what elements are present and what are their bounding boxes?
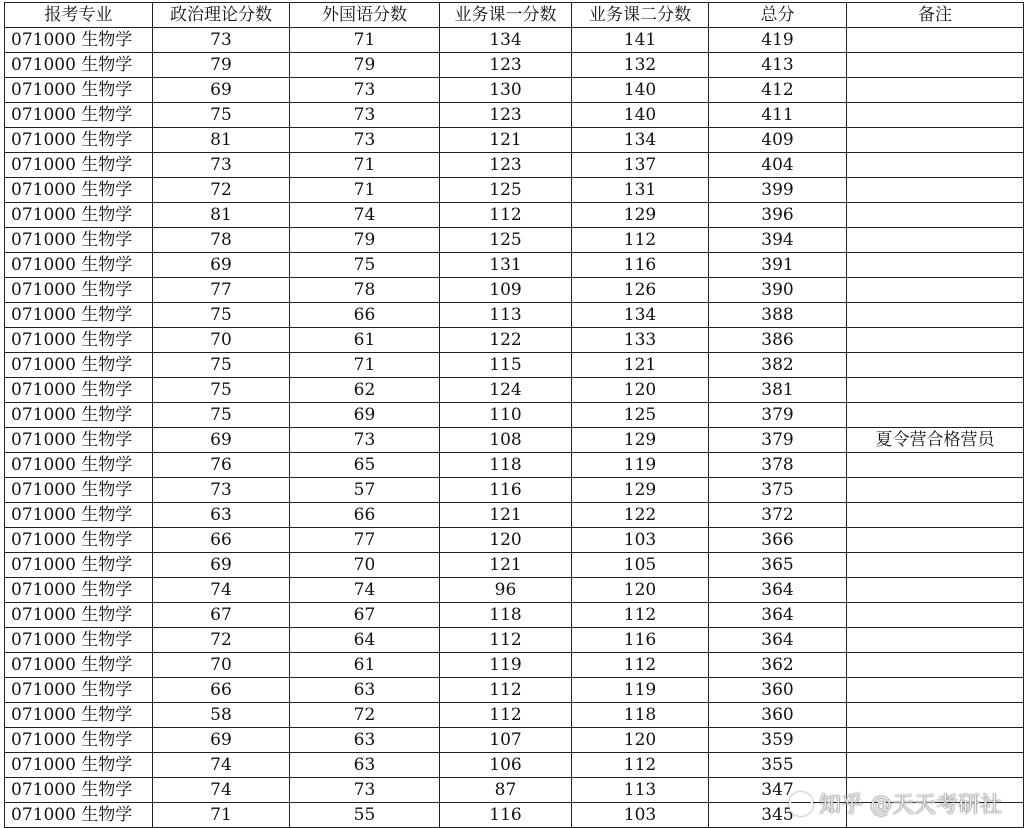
cell-foreign-language: 72 (290, 703, 440, 728)
cell-remarks (847, 103, 1024, 128)
cell-politics: 73 (153, 28, 290, 53)
cell-course-2: 121 (572, 353, 709, 378)
cell-course-2: 133 (572, 328, 709, 353)
cell-politics: 76 (153, 453, 290, 478)
cell-course-2: 119 (572, 678, 709, 703)
cell-major: 071000 生物学 (5, 703, 153, 728)
cell-politics: 81 (153, 128, 290, 153)
cell-course-1: 120 (440, 528, 572, 553)
cell-major: 071000 生物学 (5, 453, 153, 478)
cell-course-2: 132 (572, 53, 709, 78)
header-politics: 政治理论分数 (153, 3, 290, 28)
cell-politics: 72 (153, 178, 290, 203)
cell-total: 404 (709, 153, 847, 178)
cell-major: 071000 生物学 (5, 403, 153, 428)
cell-foreign-language: 57 (290, 478, 440, 503)
cell-remarks (847, 478, 1024, 503)
cell-major: 071000 生物学 (5, 578, 153, 603)
cell-foreign-language: 77 (290, 528, 440, 553)
cell-politics: 75 (153, 403, 290, 428)
cell-foreign-language: 78 (290, 278, 440, 303)
cell-politics: 67 (153, 603, 290, 628)
cell-course-2: 131 (572, 178, 709, 203)
cell-course-2: 126 (572, 278, 709, 303)
table-row (5, 203, 1024, 228)
cell-major: 071000 生物学 (5, 203, 153, 228)
cell-major: 071000 生物学 (5, 28, 153, 53)
cell-total: 386 (709, 328, 847, 353)
cell-foreign-language: 66 (290, 503, 440, 528)
cell-foreign-language: 62 (290, 378, 440, 403)
cell-course-1: 118 (440, 603, 572, 628)
cell-foreign-language: 73 (290, 103, 440, 128)
cell-course-2: 112 (572, 753, 709, 778)
cell-politics: 63 (153, 503, 290, 528)
cell-remarks (847, 53, 1024, 78)
cell-politics: 79 (153, 53, 290, 78)
cell-course-1: 123 (440, 53, 572, 78)
cell-major: 071000 生物学 (5, 503, 153, 528)
cell-course-2: 120 (572, 728, 709, 753)
cell-course-2: 103 (572, 528, 709, 553)
table-row (5, 653, 1024, 678)
cell-foreign-language: 55 (290, 803, 440, 828)
cell-remarks (847, 553, 1024, 578)
cell-total: 364 (709, 578, 847, 603)
cell-course-2: 112 (572, 603, 709, 628)
cell-major: 071000 生物学 (5, 178, 153, 203)
cell-politics: 75 (153, 353, 290, 378)
cell-course-1: 108 (440, 428, 572, 453)
cell-total: 379 (709, 428, 847, 453)
cell-foreign-language: 71 (290, 353, 440, 378)
cell-course-2: 120 (572, 578, 709, 603)
header-remarks: 备注 (847, 3, 1024, 28)
table-row (5, 678, 1024, 703)
cell-total: 382 (709, 353, 847, 378)
cell-course-1: 112 (440, 703, 572, 728)
cell-remarks (847, 403, 1024, 428)
cell-politics: 69 (153, 553, 290, 578)
cell-remarks (847, 728, 1024, 753)
table-row (5, 528, 1024, 553)
table-row (5, 603, 1024, 628)
cell-politics: 73 (153, 153, 290, 178)
cell-remarks (847, 628, 1024, 653)
cell-major: 071000 生物学 (5, 478, 153, 503)
cell-course-1: 112 (440, 678, 572, 703)
cell-total: 399 (709, 178, 847, 203)
cell-foreign-language: 74 (290, 578, 440, 603)
cell-course-2: 122 (572, 503, 709, 528)
cell-politics: 70 (153, 328, 290, 353)
cell-remarks (847, 153, 1024, 178)
cell-foreign-language: 61 (290, 328, 440, 353)
cell-course-1: 122 (440, 328, 572, 353)
cell-major: 071000 生物学 (5, 753, 153, 778)
cell-remarks (847, 303, 1024, 328)
cell-major: 071000 生物学 (5, 628, 153, 653)
cell-foreign-language: 65 (290, 453, 440, 478)
score-table (4, 2, 1024, 828)
cell-foreign-language: 79 (290, 53, 440, 78)
cell-course-1: 131 (440, 253, 572, 278)
cell-politics: 69 (153, 428, 290, 453)
cell-major: 071000 生物学 (5, 778, 153, 803)
cell-politics: 74 (153, 753, 290, 778)
cell-total: 372 (709, 503, 847, 528)
cell-remarks (847, 503, 1024, 528)
cell-politics: 70 (153, 653, 290, 678)
cell-total: 379 (709, 403, 847, 428)
cell-course-1: 130 (440, 78, 572, 103)
cell-course-1: 112 (440, 203, 572, 228)
cell-major: 071000 生物学 (5, 728, 153, 753)
cell-course-2: 116 (572, 628, 709, 653)
weibo-icon (789, 792, 813, 816)
cell-major: 071000 生物学 (5, 803, 153, 828)
cell-total: 391 (709, 253, 847, 278)
cell-course-2: 103 (572, 803, 709, 828)
header-row (5, 3, 1024, 28)
table-row (5, 453, 1024, 478)
cell-remarks (847, 178, 1024, 203)
cell-major: 071000 生物学 (5, 378, 153, 403)
cell-course-1: 113 (440, 303, 572, 328)
header-course-1: 业务课一分数 (440, 3, 572, 28)
cell-remarks (847, 353, 1024, 378)
cell-politics: 75 (153, 378, 290, 403)
cell-course-2: 140 (572, 78, 709, 103)
cell-total: 396 (709, 203, 847, 228)
cell-foreign-language: 73 (290, 128, 440, 153)
cell-course-1: 123 (440, 103, 572, 128)
header-course-2: 业务课二分数 (572, 3, 709, 28)
table-row (5, 153, 1024, 178)
cell-foreign-language: 70 (290, 553, 440, 578)
table-row (5, 128, 1024, 153)
cell-foreign-language: 71 (290, 178, 440, 203)
cell-total: 381 (709, 378, 847, 403)
cell-total: 375 (709, 478, 847, 503)
cell-remarks (847, 228, 1024, 253)
cell-course-2: 129 (572, 478, 709, 503)
cell-foreign-language: 69 (290, 403, 440, 428)
cell-course-2: 141 (572, 28, 709, 53)
table-row (5, 178, 1024, 203)
cell-total: 345 (709, 803, 847, 828)
cell-remarks (847, 653, 1024, 678)
header-major: 报考专业 (5, 3, 153, 28)
cell-foreign-language: 63 (290, 753, 440, 778)
cell-course-1: 118 (440, 453, 572, 478)
cell-course-2: 140 (572, 103, 709, 128)
table-row (5, 503, 1024, 528)
cell-major: 071000 生物学 (5, 303, 153, 328)
table-row (5, 278, 1024, 303)
cell-course-1: 116 (440, 803, 572, 828)
cell-politics: 74 (153, 778, 290, 803)
cell-foreign-language: 63 (290, 678, 440, 703)
cell-remarks (847, 253, 1024, 278)
cell-foreign-language: 75 (290, 253, 440, 278)
table-row (5, 53, 1024, 78)
cell-major: 071000 生物学 (5, 603, 153, 628)
cell-politics: 69 (153, 253, 290, 278)
cell-major: 071000 生物学 (5, 153, 153, 178)
cell-total: 394 (709, 228, 847, 253)
table-row (5, 303, 1024, 328)
cell-total: 365 (709, 553, 847, 578)
cell-total: 366 (709, 528, 847, 553)
cell-remarks (847, 28, 1024, 53)
watermark-text: 知乎 @天天考研社 (819, 793, 1002, 818)
table-row (5, 28, 1024, 53)
table-row (5, 753, 1024, 778)
watermark (789, 788, 1002, 819)
cell-remarks (847, 203, 1024, 228)
cell-politics: 66 (153, 528, 290, 553)
table-row (5, 353, 1024, 378)
cell-major: 071000 生物学 (5, 278, 153, 303)
cell-politics: 69 (153, 78, 290, 103)
cell-course-2: 129 (572, 428, 709, 453)
cell-foreign-language: 73 (290, 778, 440, 803)
table-row (5, 703, 1024, 728)
cell-course-2: 112 (572, 228, 709, 253)
cell-course-2: 113 (572, 778, 709, 803)
cell-course-1: 112 (440, 628, 572, 653)
cell-total: 409 (709, 128, 847, 153)
table-row (5, 403, 1024, 428)
cell-politics: 73 (153, 478, 290, 503)
table-row (5, 78, 1024, 103)
cell-course-2: 105 (572, 553, 709, 578)
cell-total: 419 (709, 28, 847, 53)
cell-course-2: 116 (572, 253, 709, 278)
cell-course-1: 125 (440, 228, 572, 253)
cell-total: 364 (709, 603, 847, 628)
cell-politics: 81 (153, 203, 290, 228)
cell-foreign-language: 66 (290, 303, 440, 328)
cell-remarks (847, 128, 1024, 153)
cell-course-1: 121 (440, 128, 572, 153)
cell-major: 071000 生物学 (5, 78, 153, 103)
cell-foreign-language: 73 (290, 78, 440, 103)
table-body (5, 28, 1024, 828)
table-row (5, 378, 1024, 403)
cell-politics: 69 (153, 728, 290, 753)
cell-remarks (847, 703, 1024, 728)
cell-foreign-language: 74 (290, 203, 440, 228)
cell-politics: 66 (153, 678, 290, 703)
cell-foreign-language: 73 (290, 428, 440, 453)
cell-course-1: 115 (440, 353, 572, 378)
cell-course-1: 106 (440, 753, 572, 778)
cell-politics: 71 (153, 803, 290, 828)
cell-major: 071000 生物学 (5, 53, 153, 78)
cell-foreign-language: 71 (290, 153, 440, 178)
table-row (5, 578, 1024, 603)
cell-course-2: 129 (572, 203, 709, 228)
cell-course-1: 124 (440, 378, 572, 403)
cell-politics: 75 (153, 303, 290, 328)
cell-total: 412 (709, 78, 847, 103)
cell-course-1: 109 (440, 278, 572, 303)
cell-course-2: 134 (572, 128, 709, 153)
cell-course-1: 119 (440, 653, 572, 678)
cell-total: 390 (709, 278, 847, 303)
cell-total: 359 (709, 728, 847, 753)
cell-remarks: 夏令营合格营员 (847, 428, 1024, 453)
cell-major: 071000 生物学 (5, 553, 153, 578)
cell-foreign-language: 61 (290, 653, 440, 678)
cell-major: 071000 生物学 (5, 678, 153, 703)
cell-politics: 78 (153, 228, 290, 253)
cell-foreign-language: 64 (290, 628, 440, 653)
table-row (5, 553, 1024, 578)
cell-course-1: 96 (440, 578, 572, 603)
table-row (5, 253, 1024, 278)
cell-foreign-language: 67 (290, 603, 440, 628)
cell-major: 071000 生物学 (5, 328, 153, 353)
cell-course-1: 116 (440, 478, 572, 503)
cell-major: 071000 生物学 (5, 528, 153, 553)
cell-politics: 75 (153, 103, 290, 128)
cell-major: 071000 生物学 (5, 103, 153, 128)
cell-total: 364 (709, 628, 847, 653)
table-row (5, 328, 1024, 353)
cell-course-1: 87 (440, 778, 572, 803)
cell-total: 413 (709, 53, 847, 78)
cell-politics: 77 (153, 278, 290, 303)
cell-major: 071000 生物学 (5, 353, 153, 378)
cell-total: 378 (709, 453, 847, 478)
cell-total: 360 (709, 678, 847, 703)
cell-course-1: 121 (440, 503, 572, 528)
cell-total: 347 (709, 778, 847, 803)
cell-remarks (847, 328, 1024, 353)
cell-course-1: 110 (440, 403, 572, 428)
cell-politics: 74 (153, 578, 290, 603)
cell-remarks (847, 528, 1024, 553)
cell-politics: 58 (153, 703, 290, 728)
table-row (5, 728, 1024, 753)
cell-course-2: 134 (572, 303, 709, 328)
cell-total: 360 (709, 703, 847, 728)
header-total: 总分 (709, 3, 847, 28)
cell-politics: 72 (153, 628, 290, 653)
cell-remarks (847, 453, 1024, 478)
cell-total: 362 (709, 653, 847, 678)
table-row (5, 478, 1024, 503)
cell-major: 071000 生物学 (5, 653, 153, 678)
cell-remarks (847, 678, 1024, 703)
cell-remarks (847, 278, 1024, 303)
cell-course-2: 137 (572, 153, 709, 178)
cell-course-2: 119 (572, 453, 709, 478)
cell-course-1: 123 (440, 153, 572, 178)
cell-course-2: 118 (572, 703, 709, 728)
header-foreign-language: 外国语分数 (290, 3, 440, 28)
cell-course-2: 112 (572, 653, 709, 678)
cell-course-2: 125 (572, 403, 709, 428)
cell-remarks (847, 753, 1024, 778)
cell-total: 388 (709, 303, 847, 328)
cell-course-1: 121 (440, 553, 572, 578)
cell-total: 411 (709, 103, 847, 128)
cell-foreign-language: 71 (290, 28, 440, 53)
cell-course-1: 107 (440, 728, 572, 753)
table-row (5, 103, 1024, 128)
cell-course-2: 120 (572, 378, 709, 403)
cell-major: 071000 生物学 (5, 253, 153, 278)
cell-major: 071000 生物学 (5, 128, 153, 153)
cell-foreign-language: 79 (290, 228, 440, 253)
cell-major: 071000 生物学 (5, 228, 153, 253)
cell-remarks (847, 578, 1024, 603)
cell-remarks (847, 378, 1024, 403)
cell-course-1: 125 (440, 178, 572, 203)
table-row (5, 228, 1024, 253)
cell-remarks (847, 78, 1024, 103)
table-row (5, 428, 1024, 453)
cell-total: 355 (709, 753, 847, 778)
cell-foreign-language: 63 (290, 728, 440, 753)
table-row (5, 628, 1024, 653)
cell-remarks (847, 603, 1024, 628)
cell-major: 071000 生物学 (5, 428, 153, 453)
cell-course-1: 134 (440, 28, 572, 53)
